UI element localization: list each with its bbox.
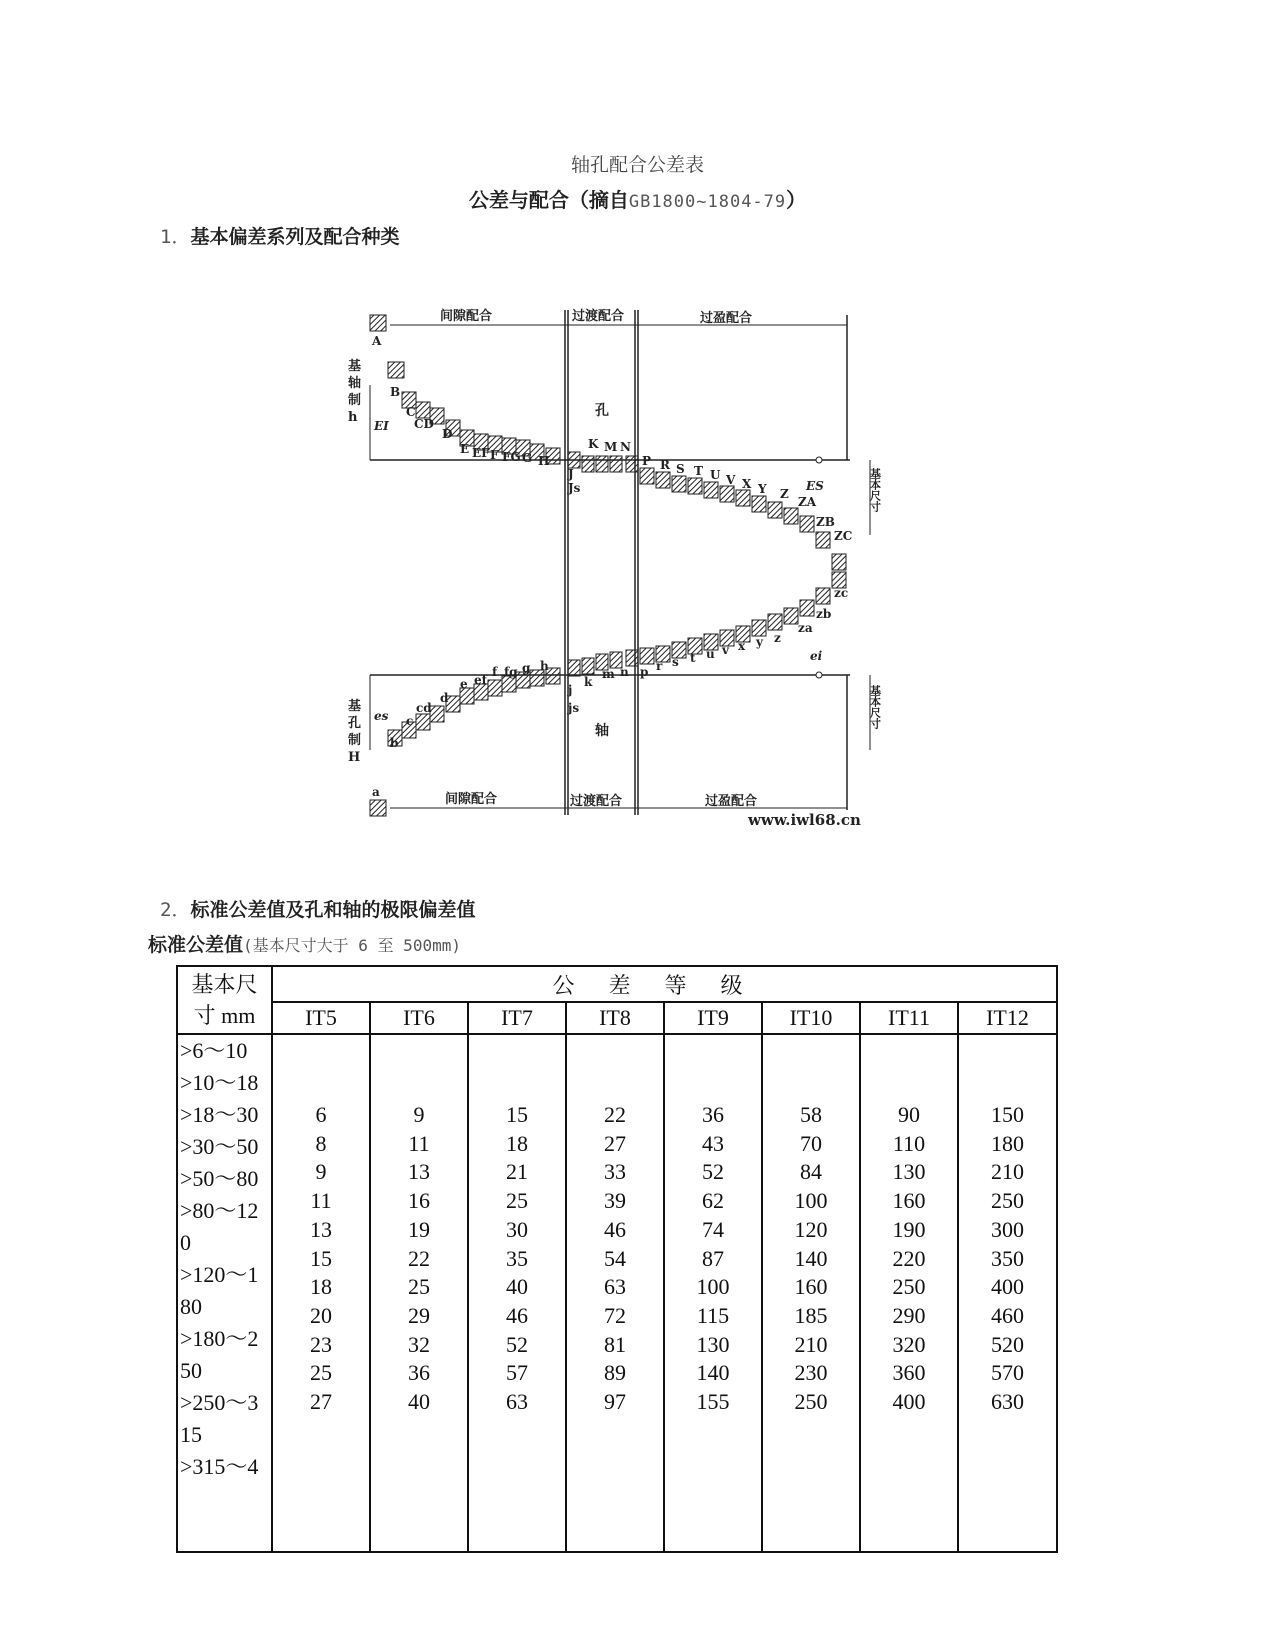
shaft-letter-label: m <box>602 667 615 681</box>
tolerance-value: 40 <box>506 1274 528 1300</box>
hole-letter-label: B <box>390 385 401 399</box>
tolerance-value: 16 <box>408 1188 430 1214</box>
hole-letter-label: V <box>726 473 736 487</box>
shaft-deviation-block <box>816 588 830 604</box>
shaft-letter-label: zc <box>834 586 849 600</box>
tolerance-value: 130 <box>892 1159 926 1185</box>
tolerance-value: 20 <box>310 1302 332 1328</box>
hole-deviation-block <box>672 476 686 492</box>
tolerance-value: 63 <box>604 1274 626 1300</box>
tolerance-value: 190 <box>892 1216 926 1242</box>
basic-size-label-top: 基本尺寸 <box>868 468 882 512</box>
hole-deviation-block <box>568 452 580 468</box>
tolerance-value: 36 <box>702 1102 724 1127</box>
tolerance-value: 23 <box>310 1331 332 1357</box>
size-range-line: >10～18 <box>180 1070 259 1095</box>
hole-basis-label: H <box>348 750 361 765</box>
hole-letter-label: E <box>460 442 470 456</box>
shaft-letter-label: h <box>540 659 549 673</box>
hole-letter-label: J <box>568 467 574 481</box>
tolerance-value: 220 <box>892 1245 926 1271</box>
tolerance-value: 74 <box>702 1216 724 1242</box>
tolerance-value: 89 <box>604 1360 626 1386</box>
hole-letter-label: X <box>742 477 752 491</box>
tolerance-value: 97 <box>604 1389 626 1415</box>
hole-letter-label: N <box>620 440 631 454</box>
shaft-letter-label: c <box>406 714 414 728</box>
tolerance-value: 360 <box>892 1360 926 1386</box>
ES-label: ES <box>806 479 824 493</box>
tolerance-value: 25 <box>310 1360 332 1386</box>
hole-basis-label: 基 <box>348 699 362 714</box>
section-2-title: 标准公差值及孔和轴的极限偏差值 <box>190 899 476 921</box>
tolerance-value: 81 <box>604 1331 626 1357</box>
shaft-letter-label: zb <box>816 607 832 621</box>
section-2-number: 2． <box>160 899 191 921</box>
section-3-range: (基本尺寸大于 6 至 500mm) <box>243 936 461 955</box>
shaft-deviation-block <box>626 650 638 666</box>
size-range-line: 0 <box>180 1230 191 1255</box>
hole-letter-label: ZB <box>816 515 835 529</box>
shaft-letter-label: t <box>690 651 696 665</box>
shaft-letter-label: r <box>656 659 663 673</box>
tolerance-value: 160 <box>794 1274 828 1300</box>
size-range-line: >6～10 <box>180 1038 248 1063</box>
shaft-letter-label: f <box>492 665 498 679</box>
standard-code: GB1800~1804-79 <box>628 192 787 212</box>
shaft-basis-label: h <box>348 410 358 425</box>
tolerance-value: 15 <box>310 1245 332 1271</box>
tolerance-value: 110 <box>892 1130 926 1156</box>
hole-deviation-block <box>610 456 622 472</box>
size-range-line: >250～3 <box>180 1390 259 1415</box>
hole-letter-label: T <box>694 464 703 478</box>
es-label: es <box>374 709 389 723</box>
shaft-letter-label: v <box>722 643 729 657</box>
tolerance-value: 25 <box>506 1188 528 1214</box>
shaft-deviation-block <box>768 614 782 630</box>
diagram-svg <box>350 310 940 870</box>
tolerance-value: 52 <box>702 1159 724 1185</box>
tolerance-value: 22 <box>408 1245 430 1271</box>
size-range-line: 80 <box>180 1294 202 1319</box>
shaft-letter-label: k <box>584 675 593 689</box>
ei-label: ei <box>810 649 823 663</box>
shaft-deviation-block <box>800 600 814 616</box>
shaft-letter-label: a <box>372 785 380 799</box>
hole-deviation-block <box>688 478 702 494</box>
document-subtitle <box>0 184 1275 213</box>
shaft-letter-label: fg <box>504 665 518 679</box>
size-header-line-1: 基本尺 <box>191 972 258 997</box>
section-3-title: 标准公差值 <box>148 934 244 956</box>
value-column-it11 <box>860 1034 958 1552</box>
tolerance-value: 33 <box>604 1159 626 1185</box>
tolerance-value: 160 <box>892 1188 926 1214</box>
tolerance-value: 22 <box>604 1102 626 1127</box>
tolerance-value: 15 <box>506 1102 528 1127</box>
watermark-text: www.iwl68.cn <box>748 811 861 829</box>
grade-header-it7: IT7 <box>468 1002 566 1034</box>
shaft-letter-label: e <box>460 677 468 691</box>
tolerance-value: 230 <box>794 1360 828 1386</box>
zero-marker <box>816 457 822 463</box>
grade-header-it9: IT9 <box>664 1002 762 1034</box>
size-range-line: >30～50 <box>180 1134 259 1159</box>
shaft-letter-label: z <box>774 631 781 645</box>
shaft-deviation-block <box>640 648 654 664</box>
shaft-deviation-block <box>488 680 502 696</box>
tolerance-value: 46 <box>604 1216 626 1242</box>
shaft-letter-label: p <box>640 665 649 679</box>
value-column-it5 <box>272 1034 370 1552</box>
tolerance-value: 43 <box>702 1130 724 1156</box>
document-title: 轴孔配合公差表 <box>570 154 704 176</box>
shaft-letter-label: y <box>756 635 763 649</box>
tolerance-value: 35 <box>506 1245 528 1271</box>
value-column-it9 <box>664 1034 762 1552</box>
tolerance-value: 9 <box>315 1159 327 1185</box>
size-header <box>177 966 272 1034</box>
shaft-deviation-block <box>582 658 594 674</box>
size-range-line: 15 <box>180 1422 202 1447</box>
hole-letter-label: S <box>676 462 685 476</box>
value-column-it6 <box>370 1034 468 1552</box>
tolerance-value: 11 <box>310 1188 332 1214</box>
hole-deviation-block <box>640 468 654 484</box>
hole-letter-label: EF <box>472 446 490 460</box>
size-range-line: >50～80 <box>180 1166 259 1191</box>
tolerance-value: 18 <box>310 1274 332 1300</box>
tolerance-value: 27 <box>310 1389 332 1415</box>
tolerance-value: 400 <box>892 1389 926 1415</box>
tolerance-value: 300 <box>991 1216 1024 1242</box>
hole-deviation-block <box>784 508 798 524</box>
shaft-letter-label: x <box>738 639 746 653</box>
subtitle-close: ） <box>786 188 807 212</box>
tolerance-value: 8 <box>315 1130 327 1156</box>
top-interference-fit-label: 过盈配合 <box>700 311 753 326</box>
tolerance-value: 350 <box>991 1245 1024 1271</box>
bottom-clearance-fit-label: 间隙配合 <box>445 792 498 807</box>
hole-deviation-block <box>816 532 830 548</box>
hole-letter-label: CD <box>414 417 434 431</box>
hole-letter-label: P <box>642 454 652 468</box>
tolerance-value: 58 <box>800 1102 822 1127</box>
shaft-deviation-block <box>416 714 430 730</box>
tolerance-value: 460 <box>991 1302 1024 1328</box>
hole-deviation-block <box>800 516 814 532</box>
tolerance-value: 185 <box>794 1302 828 1328</box>
tolerance-value: 32 <box>408 1331 430 1357</box>
shaft-letter-label: js <box>568 701 580 715</box>
fit-deviation-diagram <box>350 310 940 870</box>
tolerance-value: 39 <box>604 1188 626 1214</box>
shaft-basis-label: 基 <box>348 359 362 374</box>
hole-deviation-block <box>370 315 386 331</box>
EI-label: EI <box>374 419 389 433</box>
size-range-line: 50 <box>180 1358 202 1383</box>
size-range-line: >120～1 <box>180 1262 259 1287</box>
tolerance-value: 19 <box>408 1216 430 1242</box>
hole-letter-label: R <box>660 458 670 472</box>
tolerance-table <box>176 965 1058 1553</box>
grade-header-it5: IT5 <box>272 1002 370 1034</box>
grade-label-row <box>177 1002 1057 1034</box>
grade-header-it10: IT10 <box>762 1002 860 1034</box>
hole-deviation-block <box>388 362 404 378</box>
hole-letter-label: K <box>588 437 599 451</box>
tolerance-value: 13 <box>408 1159 430 1185</box>
tolerance-value: 630 <box>991 1389 1024 1415</box>
shaft-letter-label: ef <box>474 673 487 687</box>
shaft-letter-label: d <box>440 691 449 705</box>
tolerance-value: 6 <box>315 1102 327 1127</box>
tolerance-value: 570 <box>991 1360 1024 1386</box>
tolerance-value: 13 <box>310 1216 332 1242</box>
size-range-line: >315～4 <box>180 1454 259 1479</box>
subtitle-text: 公差与配合（摘自 <box>468 188 629 212</box>
tolerance-value: 210 <box>991 1159 1024 1185</box>
tolerance-value: 40 <box>408 1389 430 1415</box>
hole-letter-label: M <box>604 440 618 454</box>
shaft-letter-label: za <box>798 621 813 635</box>
hole-deviation-block <box>416 402 430 418</box>
tolerance-value: 11 <box>408 1130 430 1156</box>
value-column-it10 <box>762 1034 860 1552</box>
section-2-heading <box>160 895 475 922</box>
tolerance-value: 27 <box>604 1130 626 1156</box>
value-column-it12 <box>958 1034 1057 1552</box>
shaft-basis-label: 制 <box>348 393 362 408</box>
size-range-line: >180～2 <box>180 1326 259 1351</box>
tolerance-value: 140 <box>794 1245 828 1271</box>
hole-deviation-block <box>596 456 608 472</box>
grade-header-it11: IT11 <box>860 1002 958 1034</box>
hole-deviation-block <box>656 472 670 488</box>
tolerance-value: 63 <box>506 1389 528 1415</box>
hole-letter-label: A <box>372 334 382 348</box>
hole-deviation-block <box>582 456 594 472</box>
tolerance-value: 25 <box>408 1274 430 1300</box>
size-range-line: >80～12 <box>180 1198 259 1223</box>
tolerance-value: 36 <box>408 1360 430 1386</box>
tolerance-value: 62 <box>702 1188 724 1214</box>
shaft-letter-label: n <box>620 665 629 679</box>
tolerance-value: 150 <box>991 1102 1024 1127</box>
basic-size-label-bottom: 基本尺寸 <box>868 685 882 729</box>
hole-letter-label: ZC <box>834 529 853 543</box>
shaft-deviation-block <box>784 608 798 624</box>
hole-letter-label: H <box>538 454 550 468</box>
tolerance-value: 320 <box>892 1331 926 1357</box>
shaft-deviation-block <box>568 660 580 676</box>
shaft-region-label: 轴 <box>595 723 609 739</box>
hole-deviation-block <box>736 490 750 506</box>
size-column <box>177 1034 272 1552</box>
hole-deviation-block <box>832 554 846 570</box>
tolerance-value: 100 <box>794 1188 828 1214</box>
table-body-row <box>177 1034 1057 1552</box>
tolerance-value: 250 <box>892 1274 926 1300</box>
tolerance-value: 155 <box>696 1389 730 1415</box>
hole-letter-label: U <box>710 468 721 482</box>
shaft-letter-label: g <box>522 661 531 675</box>
shaft-deviation-block <box>370 800 386 816</box>
section-1-title: 基本偏差系列及配合种类 <box>190 226 400 248</box>
hole-region-label: 孔 <box>595 403 609 419</box>
tolerance-value: 120 <box>794 1216 828 1242</box>
hole-deviation-block <box>752 496 766 512</box>
zero-marker <box>816 672 822 678</box>
hole-letter-label: FG <box>502 450 521 464</box>
hole-letter-label: Y <box>758 482 767 496</box>
section-3-heading <box>148 930 461 957</box>
tolerance-value: 180 <box>991 1130 1024 1156</box>
hole-deviation-block <box>704 482 718 498</box>
hole-letter-label: C <box>406 405 416 419</box>
tolerance-value: 84 <box>800 1159 822 1185</box>
grade-header-it8: IT8 <box>566 1002 664 1034</box>
table-header-row <box>177 966 1057 1002</box>
grade-header-it6: IT6 <box>370 1002 468 1034</box>
section-1-heading <box>160 222 399 249</box>
bottom-interference-fit-label: 过盈配合 <box>705 794 758 809</box>
top-transition-fit-label: 过渡配合 <box>572 309 625 324</box>
value-column-it7 <box>468 1034 566 1552</box>
tolerance-value: 100 <box>696 1274 730 1300</box>
hole-letter-label: Js <box>568 481 581 495</box>
shaft-letter-label: u <box>706 647 715 661</box>
shaft-letter-label: cd <box>416 701 432 715</box>
hole-letter-label: D <box>442 427 453 441</box>
tolerance-value: 250 <box>794 1389 828 1415</box>
tolerance-value: 90 <box>898 1102 920 1127</box>
value-column-it8 <box>566 1034 664 1552</box>
shaft-deviation-block <box>752 620 766 636</box>
bottom-transition-fit-label: 过渡配合 <box>570 794 623 809</box>
tolerance-value: 250 <box>991 1188 1024 1214</box>
shaft-basis-label: 轴 <box>348 376 362 391</box>
grade-header-it12: IT12 <box>958 1002 1057 1034</box>
hole-basis-label: 孔 <box>348 716 362 731</box>
hole-letter-label: G <box>522 451 533 465</box>
tolerance-value: 29 <box>408 1302 430 1328</box>
tolerance-value: 87 <box>702 1245 724 1271</box>
tolerance-value: 115 <box>696 1302 730 1328</box>
tolerance-value: 57 <box>506 1360 528 1386</box>
tolerance-value: 30 <box>506 1216 528 1242</box>
tolerance-value: 52 <box>506 1331 528 1357</box>
tolerance-value: 70 <box>800 1130 822 1156</box>
tolerance-value: 54 <box>604 1245 626 1271</box>
hole-basis-label: 制 <box>348 733 362 748</box>
top-clearance-fit-label: 间隙配合 <box>440 309 493 324</box>
tolerance-value: 140 <box>696 1360 730 1386</box>
shaft-letter-label: s <box>672 655 679 669</box>
tolerance-value: 9 <box>413 1102 425 1127</box>
tolerance-value: 72 <box>604 1302 626 1328</box>
hole-letter-label: F <box>490 448 499 462</box>
hole-letter-label: Z <box>780 487 789 501</box>
size-range-line: >18～30 <box>180 1102 259 1127</box>
hole-deviation-block <box>720 486 734 502</box>
tolerance-value: 130 <box>696 1331 730 1357</box>
size-header-line-2: 寸 mm <box>193 1003 256 1028</box>
hole-letter-label: ZA <box>798 495 817 509</box>
tolerance-value: 400 <box>991 1274 1024 1300</box>
tolerance-value: 520 <box>991 1331 1024 1357</box>
shaft-letter-label: j <box>568 683 573 697</box>
section-1-number: 1． <box>160 226 191 248</box>
tolerance-value: 210 <box>794 1331 828 1357</box>
grade-header: 公差等级 <box>272 966 1057 1002</box>
tolerance-value: 21 <box>506 1159 528 1185</box>
tolerance-value: 290 <box>892 1302 926 1328</box>
tolerance-value: 46 <box>506 1302 528 1328</box>
shaft-letter-label: b <box>390 736 399 750</box>
tolerance-value: 18 <box>506 1130 528 1156</box>
shaft-deviation-block <box>430 706 444 722</box>
hole-deviation-block <box>626 456 638 472</box>
hole-deviation-block <box>768 502 782 518</box>
